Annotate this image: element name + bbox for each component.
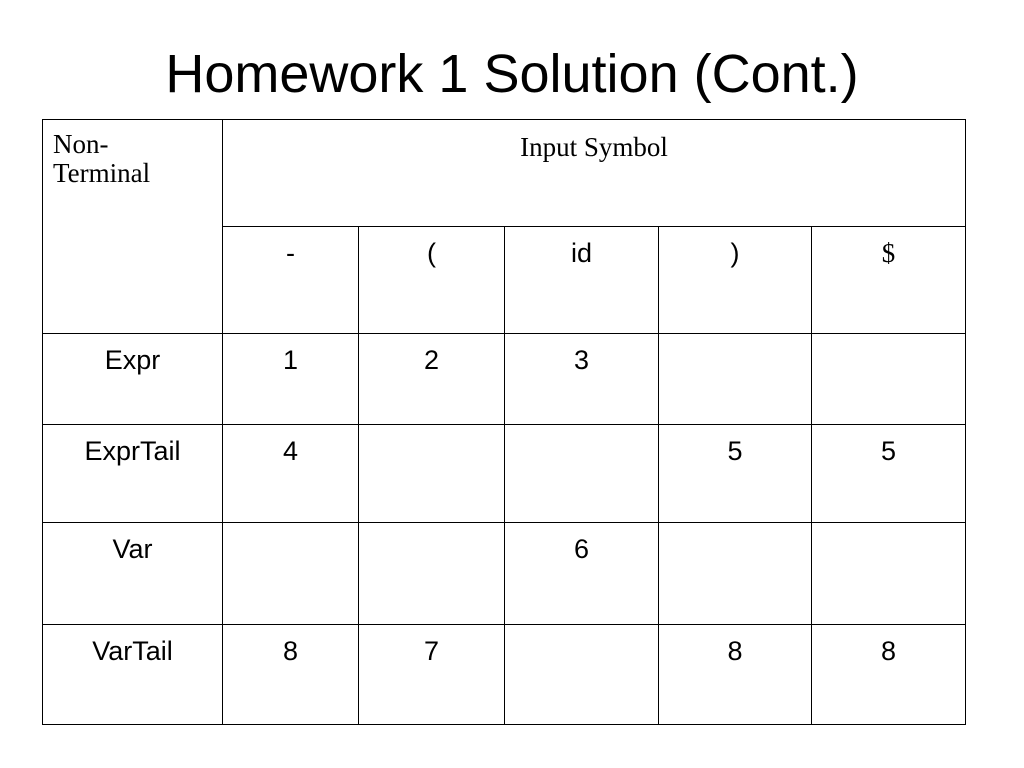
table-cell bbox=[359, 425, 505, 523]
table-cell: 2 bbox=[359, 334, 505, 425]
nonterminal-cell: ExprTail bbox=[43, 425, 223, 523]
table-cell: 6 bbox=[505, 523, 659, 625]
nonterminal-header-line1: Non- bbox=[53, 129, 109, 159]
table-cell: 7 bbox=[359, 625, 505, 725]
nonterminal-cell: VarTail bbox=[43, 625, 223, 725]
table-row bbox=[43, 334, 966, 425]
parse-table bbox=[42, 119, 966, 725]
table-cell: 5 bbox=[812, 425, 966, 523]
table-cell: 3 bbox=[505, 334, 659, 425]
table-cell bbox=[659, 523, 812, 625]
symbol-header: $ bbox=[812, 227, 966, 334]
table-cell: 8 bbox=[812, 625, 966, 725]
symbol-header: ) bbox=[659, 227, 812, 334]
table-cell: 8 bbox=[659, 625, 812, 725]
table-cell: 8 bbox=[223, 625, 359, 725]
table-cell bbox=[659, 334, 812, 425]
nonterminal-cell: Expr bbox=[43, 334, 223, 425]
symbol-header: ( bbox=[359, 227, 505, 334]
table-cell bbox=[812, 334, 966, 425]
symbol-header: - bbox=[223, 227, 359, 334]
header-row-1 bbox=[43, 120, 966, 227]
table-cell: 5 bbox=[659, 425, 812, 523]
symbol-header: id bbox=[505, 227, 659, 334]
table-cell bbox=[223, 523, 359, 625]
table-row bbox=[43, 425, 966, 523]
table-cell bbox=[505, 625, 659, 725]
nonterminal-header-line2: Terminal bbox=[53, 158, 151, 188]
table-cell bbox=[812, 523, 966, 625]
input-symbol-header: Input Symbol bbox=[223, 120, 966, 227]
slide-title: Homework 1 Solution (Cont.) bbox=[165, 44, 859, 104]
table-cell: 1 bbox=[223, 334, 359, 425]
nonterminal-header-cell bbox=[43, 120, 223, 334]
nonterminal-cell: Var bbox=[43, 523, 223, 625]
table-cell bbox=[505, 425, 659, 523]
table-row bbox=[43, 523, 966, 625]
table-cell: 4 bbox=[223, 425, 359, 523]
table-cell bbox=[359, 523, 505, 625]
table-row bbox=[43, 625, 966, 725]
